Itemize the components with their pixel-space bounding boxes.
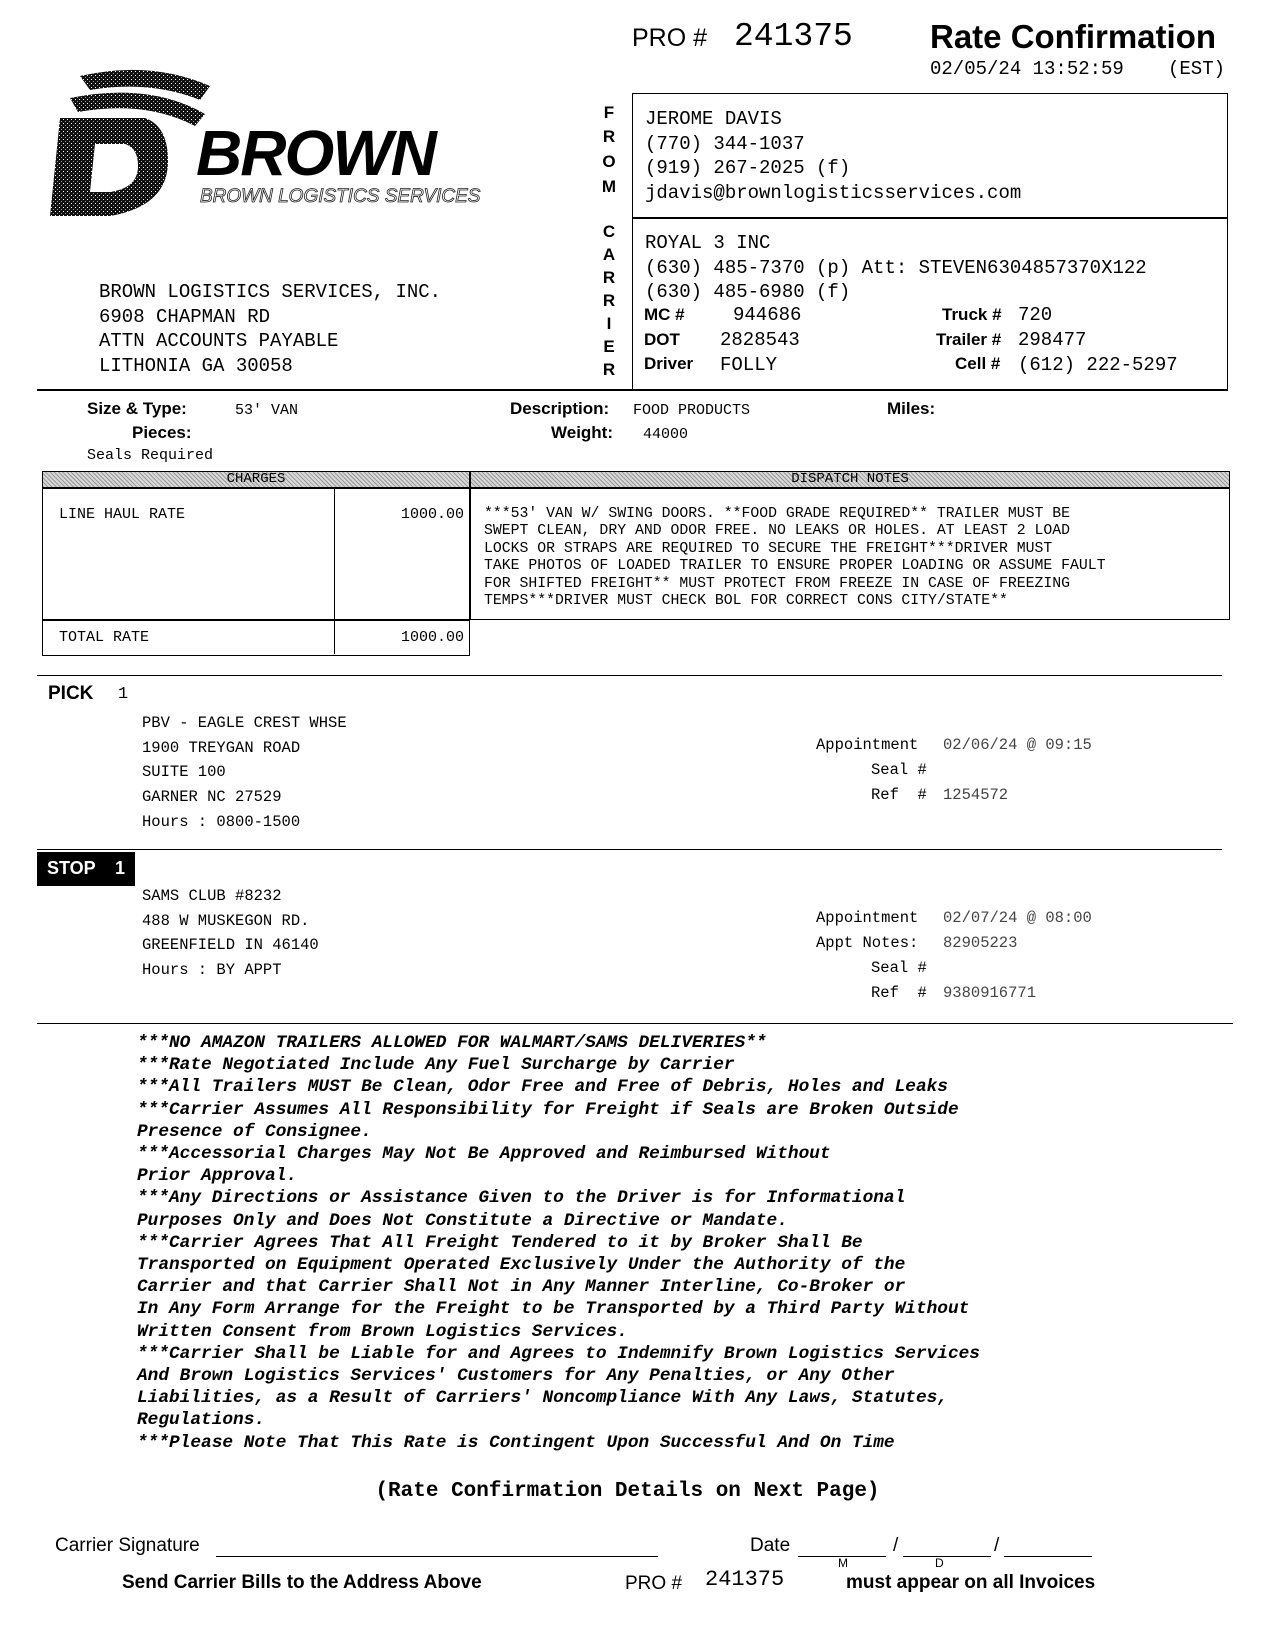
- terms-line: ***Accessorial Charges May Not Be Approved and Reimbursed Without: [137, 1144, 831, 1165]
- dispatch-line: ***53' VAN W/ SWING DOORS. **FOOD GRADE REQUIRED** TRAILER MUST BE: [484, 506, 1071, 522]
- dispatch-line: TAKE PHOTOS OF LOADED TRAILER TO ENSURE PROPER LOADING OR ASSUME FAULT: [484, 558, 1106, 575]
- carrier-letter: I: [606, 314, 612, 333]
- carrier-letter: R: [602, 291, 616, 310]
- terms-block: [137, 1032, 980, 1454]
- dispatch-line: LOCKS OR STRAPS ARE REQUIRED TO SECURE THE FREIGHT***DRIVER MUST: [484, 540, 1053, 557]
- dispatch-header: DISPATCH NOTES: [470, 471, 1230, 488]
- date-separator: /: [994, 1535, 1000, 1556]
- trailer-number: 298477: [1018, 329, 1087, 351]
- size-type-label: Size & Type:: [87, 399, 187, 418]
- stop-line: GREENFIELD IN 46140: [142, 936, 319, 955]
- stop-appt-value: 02/07/24 @ 08:00: [943, 909, 1092, 927]
- stop-ref-value: 9380916771: [943, 984, 1037, 1002]
- carrier-phone: (630) 485-7370 (p) Att: STEVEN6304857370X122: [645, 256, 1147, 279]
- driver-name: FOLLY: [720, 354, 778, 376]
- carrier-name: ROYAL 3 INC: [645, 232, 771, 254]
- from-email: jdavis@brownlogisticsservices.com: [645, 181, 1022, 204]
- dispatch-notes: [484, 506, 1106, 610]
- pick-address: [142, 711, 347, 835]
- send-bills-note: Send Carrier Bills to the Address Above: [122, 1572, 482, 1593]
- from-letter: O: [602, 152, 616, 171]
- line-haul-label: LINE HAUL RATE: [59, 506, 186, 523]
- carrier-letter: R: [602, 268, 616, 287]
- signature-line[interactable]: [216, 1556, 658, 1557]
- terms-line: In Any Form Arrange for the Freight to be Transported by a Third Party Without: [137, 1299, 970, 1320]
- terms-line: Transported on Equipment Operated Exclusively Under the Authority of the: [137, 1255, 906, 1276]
- stop-ref-label: Ref #: [871, 984, 927, 1002]
- address-line: BROWN LOGISTICS SERVICES, INC.: [99, 281, 442, 303]
- footer-pro-label: PRO #: [625, 1573, 683, 1594]
- divider: [37, 1023, 1233, 1024]
- date-separator: /: [893, 1535, 899, 1556]
- terms-line: ***Please Note That This Rate is Contingent Upon Successful And On Time: [137, 1432, 895, 1453]
- stop-appt-notes-label: Appt Notes:: [816, 934, 919, 952]
- pick-line: GARNER NC 27529: [142, 788, 282, 807]
- next-page-note: (Rate Confirmation Details on Next Page): [375, 1480, 880, 1503]
- terms-line: Carrier and that Carrier Shall Not in Any Manner Interline, Co-Broker or: [137, 1277, 906, 1298]
- terms-line: ***Carrier Assumes All Responsibility for Freight if Seals are Broken Outside: [137, 1099, 959, 1120]
- divider: [37, 389, 1227, 391]
- signature-label: Carrier Signature: [55, 1535, 200, 1556]
- stop-line: Hours : BY APPT: [142, 961, 282, 980]
- cell-number: (612) 222-5297: [1018, 354, 1178, 376]
- pro-label: PRO #: [632, 24, 708, 52]
- terms-line: ***All Trailers MUST Be Clean, Odor Free and Free of Debris, Holes and Leaks: [137, 1077, 948, 1098]
- terms-line: ***Carrier Shall be Liable for and Agrees to Indemnify Brown Logistics Services: [137, 1343, 980, 1364]
- miles-label: Miles:: [887, 399, 936, 418]
- address-line: ATTN ACCOUNTS PAYABLE: [99, 330, 339, 352]
- carrier-fax: (630) 485-6980 (f): [645, 281, 851, 303]
- pick-line: SUITE 100: [142, 763, 226, 782]
- pick-ref-value: 1254572: [943, 786, 1009, 804]
- charges-header: CHARGES: [42, 471, 470, 488]
- pick-label: PICK: [48, 683, 94, 704]
- terms-line: ***NO AMAZON TRAILERS ALLOWED FOR WALMART/SAMS DELIVERIES**: [137, 1033, 767, 1053]
- dispatch-line: TEMPS***DRIVER MUST CHECK BOL FOR CORRECT CONS CITY/STATE**: [484, 593, 1008, 610]
- pick-number: 1: [118, 685, 129, 704]
- pick-ref-label: Ref #: [871, 786, 927, 804]
- terms-line: ***Rate Negotiated Include Any Fuel Surcharge by Carrier: [137, 1055, 735, 1076]
- stop-badge: [37, 852, 135, 886]
- mc-number: 944686: [733, 304, 802, 326]
- seals-required: Seals Required: [87, 447, 214, 464]
- carrier-letter: R: [602, 360, 616, 379]
- stop-line: SAMS CLUB #8232: [142, 887, 282, 905]
- from-contact: [645, 107, 1021, 205]
- carrier-contact: [645, 231, 1147, 305]
- logo-tagline: BROWN LOGISTICS SERVICES: [200, 186, 481, 207]
- page-title: Rate Confirmation: [930, 18, 1217, 55]
- line-haul-value: 1000.00: [400, 506, 464, 523]
- driver-label: Driver: [644, 354, 694, 373]
- pick-line: PBV - EAGLE CREST WHSE: [142, 714, 347, 732]
- date-label: Date: [750, 1535, 791, 1556]
- terms-line: And Brown Logistics Services' Customers for Any Penalties, or Any Other: [137, 1366, 895, 1387]
- pick-line: Hours : 0800-1500: [142, 812, 301, 831]
- terms-line: Regulations.: [137, 1410, 266, 1431]
- divider: [632, 217, 1228, 219]
- carrier-letter: A: [602, 245, 616, 264]
- footer-pro-number: 241375: [705, 1567, 785, 1592]
- pro-number: 241375: [734, 18, 853, 55]
- trailer-label: Trailer #: [936, 330, 1002, 349]
- month-hint: M: [838, 1556, 848, 1570]
- weight-label: Weight:: [551, 423, 614, 442]
- date-year-line[interactable]: [1004, 1556, 1092, 1557]
- terms-line: Written Consent from Brown Logistics Services.: [137, 1321, 628, 1342]
- pick-line: 1900 TREYGAN ROAD: [142, 738, 301, 757]
- logo-name: BROWN: [196, 117, 435, 189]
- from-letter: R: [602, 127, 616, 146]
- stop-seal-label: Seal #: [871, 959, 927, 977]
- day-hint: D: [935, 1556, 944, 1570]
- from-letter: F: [603, 103, 615, 122]
- stop-line: 488 W MUSKEGON RD.: [142, 911, 310, 930]
- weight-value: 44000: [643, 426, 689, 443]
- size-type-value: 53' VAN: [235, 402, 299, 419]
- terms-line: Purposes Only and Does Not Constitute a Directive or Mandate.: [137, 1210, 788, 1231]
- date-day-line[interactable]: [903, 1556, 991, 1557]
- terms-line: Presence of Consignee.: [137, 1121, 372, 1142]
- address-line: LITHONIA GA 30058: [99, 354, 293, 377]
- from-fax: (919) 267-2025 (f): [645, 157, 851, 179]
- terms-line: ***Any Directions or Assistance Given to the Driver is for Informational: [137, 1188, 906, 1209]
- pick-appt-label: Appointment: [816, 736, 919, 754]
- description-value: FOOD PRODUCTS: [633, 402, 751, 419]
- from-letter: M: [601, 177, 617, 196]
- divider: [37, 849, 1222, 850]
- dispatch-line: FOR SHIFTED FREIGHT** MUST PROTECT FROM FREEZE IN CASE OF FREEZING: [484, 575, 1071, 592]
- pick-appt-value: 02/06/24 @ 09:15: [943, 736, 1092, 754]
- truck-number: 720: [1018, 304, 1053, 326]
- cell-label: Cell #: [955, 354, 1001, 373]
- timezone: (EST): [1168, 58, 1226, 80]
- total-rate-value: 1000.00: [400, 629, 464, 646]
- dot-label: DOT: [644, 330, 680, 349]
- dispatch-line: SWEPT CLEAN, DRY AND ODOR FREE. NO LEAKS OR HOLES. AT LEAST 2 LOAD: [484, 523, 1071, 540]
- brown-logo: [50, 66, 500, 221]
- from-phone: (770) 344-1037: [645, 132, 805, 155]
- description-label: Description:: [510, 399, 610, 418]
- total-rate-label: TOTAL RATE: [59, 629, 150, 646]
- address-line: 6908 CHAPMAN RD: [99, 305, 271, 328]
- terms-line: Prior Approval.: [137, 1166, 298, 1187]
- carrier-letter: E: [603, 337, 615, 356]
- stop-appt-label: Appointment: [816, 909, 919, 927]
- divider: [37, 675, 1222, 676]
- mc-label: MC #: [644, 305, 685, 324]
- timestamp: 02/05/24 13:52:59: [930, 58, 1124, 80]
- truck-label: Truck #: [942, 305, 1002, 324]
- bill-to-address: [99, 280, 441, 378]
- dot-number: 2828543: [720, 329, 800, 351]
- stop-address: [142, 884, 319, 983]
- terms-line: Liabilities, as a Result of Carriers' Noncompliance With Any Laws, Statutes,: [137, 1388, 948, 1409]
- terms-line: ***Carrier Agrees That All Freight Tendered to it by Broker Shall Be: [137, 1232, 863, 1253]
- must-appear-note: must appear on all Invoices: [846, 1572, 1096, 1593]
- from-name: JEROME DAVIS: [645, 108, 782, 130]
- stop-appt-notes-value: 82905223: [943, 934, 1018, 952]
- stop-number: 1: [115, 858, 126, 878]
- pick-seal-label: Seal #: [871, 761, 927, 779]
- pieces-label: Pieces:: [132, 423, 192, 442]
- stop-label: STOP: [47, 858, 96, 878]
- carrier-letter: C: [602, 222, 616, 241]
